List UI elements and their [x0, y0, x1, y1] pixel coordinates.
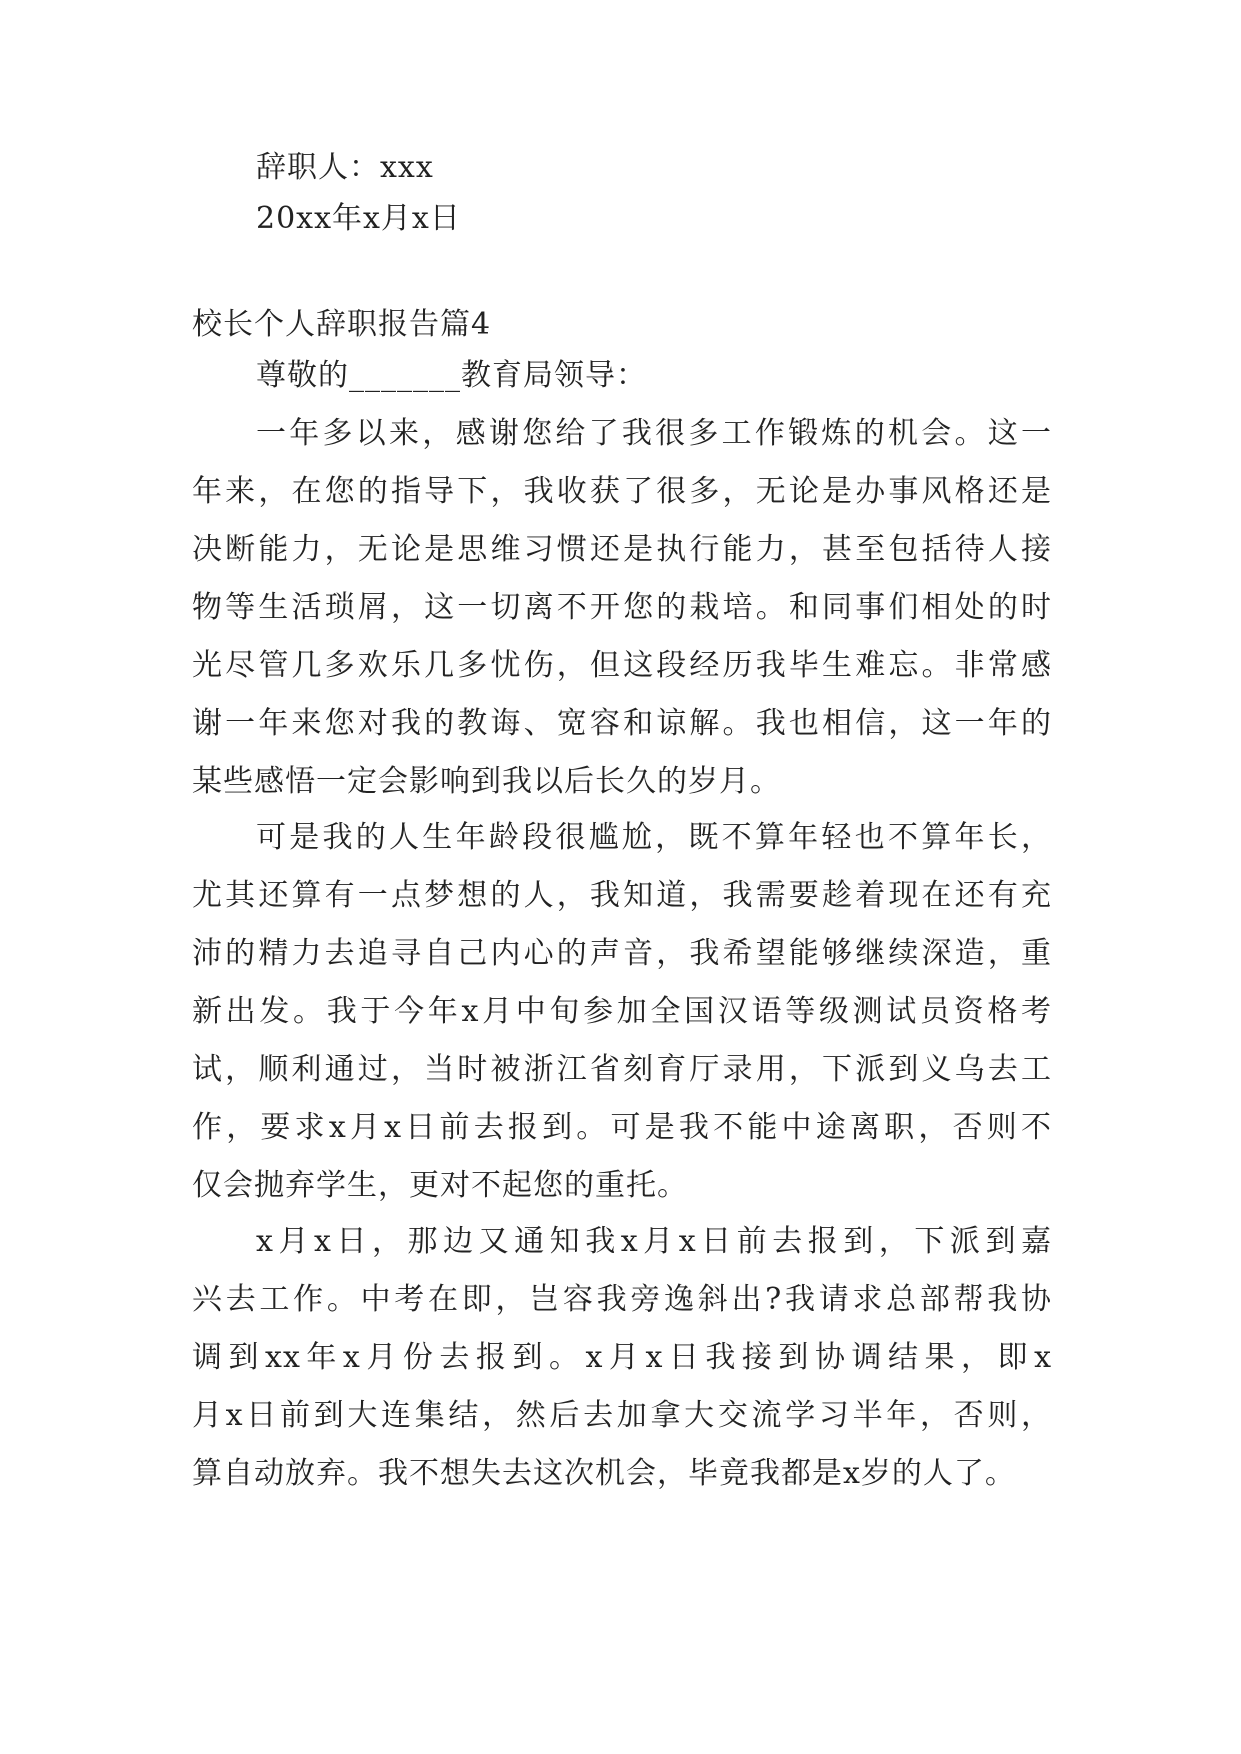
paragraph-line: 仅会抛弃学生，更对不起您的重托。 — [192, 1168, 688, 1203]
section-title: 校长个人辞职报告篇4 — [192, 307, 492, 342]
paragraph-line: 沛的精力去追寻自己内心的声音，我希望能够继续深造，重 — [192, 936, 1052, 971]
paragraph-line: 尤其还算有一点梦想的人，我知道，我需要趁着现在还有充 — [192, 878, 1052, 913]
paragraph-line: 光尽管几多欢乐几多忧伤，但这段经历我毕生难忘。非常感 — [192, 648, 1052, 683]
paragraph-line: 算自动放弃。我不想失去这次机会，毕竟我都是x岁的人了。 — [192, 1456, 1016, 1491]
salutation: 尊敬的_______教育局领导： — [256, 358, 647, 393]
paragraph-line: 作，要求x月x日前去报到。可是我不能中途离职，否则不 — [192, 1110, 1052, 1145]
paragraph-line: 月x日前到大连集结，然后去加拿大交流学习半年，否则， — [192, 1398, 1052, 1433]
paragraph-line: 决断能力，无论是思维习惯还是执行能力，甚至包括待人接 — [192, 532, 1052, 567]
paragraph-line: 调到xx年x月份去报到。x月x日我接到协调结果，即x — [192, 1340, 1052, 1375]
paragraph-line: 兴去工作。中考在即，岂容我旁逸斜出?我请求总部帮我协 — [192, 1282, 1052, 1317]
paragraph-line: 一年多以来，感谢您给了我很多工作锻炼的机会。这一 — [256, 416, 1052, 451]
paragraph-line: 某些感悟一定会影响到我以后长久的岁月。 — [192, 764, 781, 799]
resigner-line: 辞职人：xxx — [256, 150, 434, 185]
paragraph-2 — [192, 809, 1052, 1215]
paragraph-1 — [192, 405, 1052, 811]
paragraph-line: 谢一年来您对我的教诲、宽容和谅解。我也相信，这一年的 — [192, 706, 1052, 741]
paragraph-line: 可是我的人生年龄段很尴尬，既不算年轻也不算年长， — [256, 820, 1052, 855]
paragraph-line: 新出发。我于今年x月中旬参加全国汉语等级测试员资格考 — [192, 994, 1052, 1029]
date-line: 20xx年x月x日 — [256, 201, 461, 236]
paragraph-line: 年来，在您的指导下，我收获了很多，无论是办事风格还是 — [192, 474, 1052, 509]
paragraph-line: x月x日，那边又通知我x月x日前去报到，下派到嘉 — [256, 1224, 1052, 1259]
paragraph-line: 试，顺利通过，当时被浙江省刻育厅录用，下派到义乌去工 — [192, 1052, 1052, 1087]
paragraph-3 — [192, 1213, 1052, 1503]
paragraph-line: 物等生活琐屑，这一切离不开您的栽培。和同事们相处的时 — [192, 590, 1052, 625]
